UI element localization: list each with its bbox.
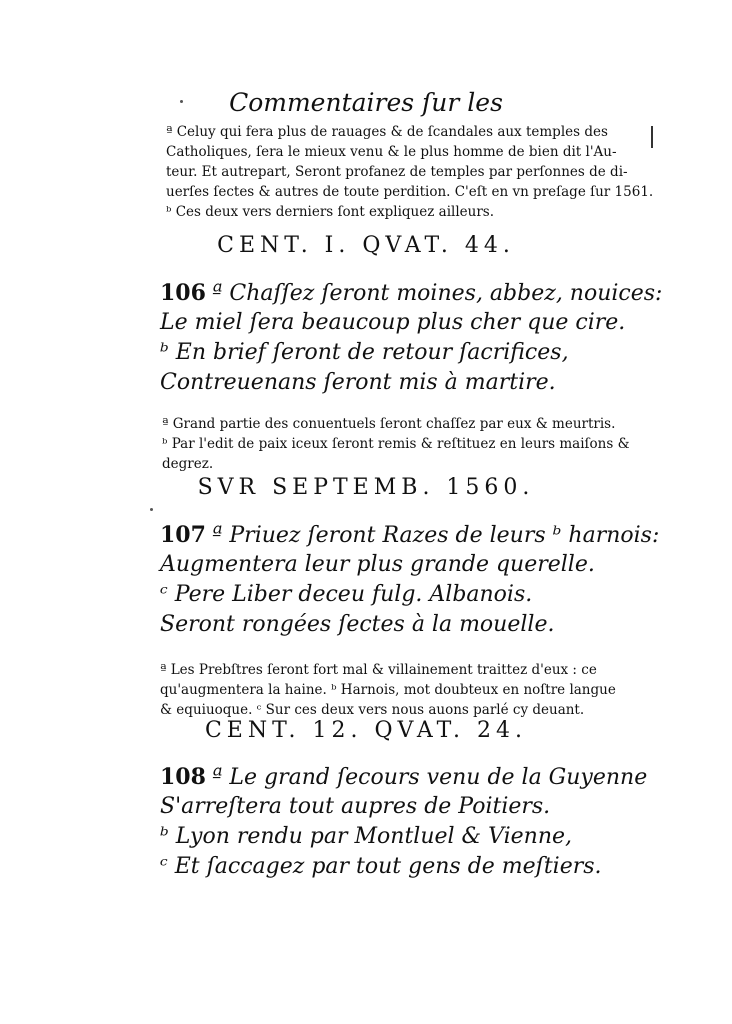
- note-line: Catholiques, ſera le mieux venu & le plus homme de bien dit l'Au-: [166, 144, 617, 160]
- note-line: ᵇ Par l'edit de paix iceux ſeront remis & reſtituez en leurs maiſons &: [162, 436, 630, 452]
- verse-line: Contreuenans ſeront mis à martire.: [160, 370, 556, 395]
- quatrain-number: 108: [160, 764, 206, 790]
- verse-line: ᶜ Pere Liber deceu fulg. Albanois.: [160, 582, 533, 607]
- quatrain-107: [160, 520, 659, 640]
- note-line: ᵇ Ces deux vers derniers ſont expliquez ailleurs.: [166, 204, 495, 220]
- note-line: teur. Et autrepart, Seront profanez de temples par perſonnes de di-: [166, 164, 628, 180]
- verse-line: S'arreſtera tout aupres de Poitiers.: [160, 794, 551, 819]
- commentary-note: [162, 414, 630, 474]
- verse-line: Augmentera leur plus grande querelle.: [160, 552, 595, 577]
- note-line: ª Les Prebſtres ſeront fort mal & villainement traittez d'eux : ce: [160, 662, 597, 678]
- verse-line: 106 ª Chaſſez ſeront moines, abbez, nouices:: [160, 280, 663, 306]
- verse-line: ᵇ En brief ſeront de retour ſacrifices,: [160, 340, 569, 365]
- ink-speck: [150, 508, 153, 511]
- note-line: & equiuoque. ᶜ Sur ces deux vers nous auons parlé cy deuant.: [160, 702, 585, 718]
- note-line: ª Celuy qui fera plus de rauages & de ſcandales aux temples des: [166, 124, 608, 140]
- quatrain-number: 106: [160, 280, 206, 306]
- section-heading: SVR SEPTEMB. 1560.: [197, 475, 535, 500]
- note-line: degrez.: [162, 456, 214, 472]
- quatrain-106: [160, 278, 662, 398]
- note-line: uerſes ſectes & autres de toute perdition. C'eſt en vn preſage ſur 1561.: [166, 184, 654, 200]
- verse-line: ᶜ Et ſaccagez par tout gens de meſtiers.: [160, 854, 602, 879]
- section-heading: CENT. I. QVAT. 44.: [217, 233, 515, 258]
- verse-line: Le miel ſera beaucoup plus cher que cire.: [160, 310, 626, 335]
- running-head: Commentaires ſur les: [229, 88, 503, 117]
- verse-line: Seront rongées ſectes à la mouelle.: [160, 612, 555, 637]
- quatrain-number: 107: [160, 522, 206, 548]
- section-heading: CENT. 12. QVAT. 24.: [204, 718, 528, 743]
- commentary-note: [160, 660, 616, 720]
- verse-line: 108 ª Le grand ſecours venu de la Guyenne: [160, 764, 648, 790]
- verse-line: 107 ª Priuez ſeront Razes de leurs ᵇ harnois:: [160, 522, 660, 548]
- note-line: qu'augmentera la haine. ᵇ Harnois, mot doubteux en noſtre langue: [160, 682, 616, 698]
- verse-line: ᵇ Lyon rendu par Montluel & Vienne,: [160, 824, 573, 849]
- quatrain-108: [160, 762, 647, 882]
- commentary-note: [166, 122, 653, 222]
- note-line: ª Grand partie des conuentuels ſeront chaſſez par eux & meurtris.: [162, 416, 616, 432]
